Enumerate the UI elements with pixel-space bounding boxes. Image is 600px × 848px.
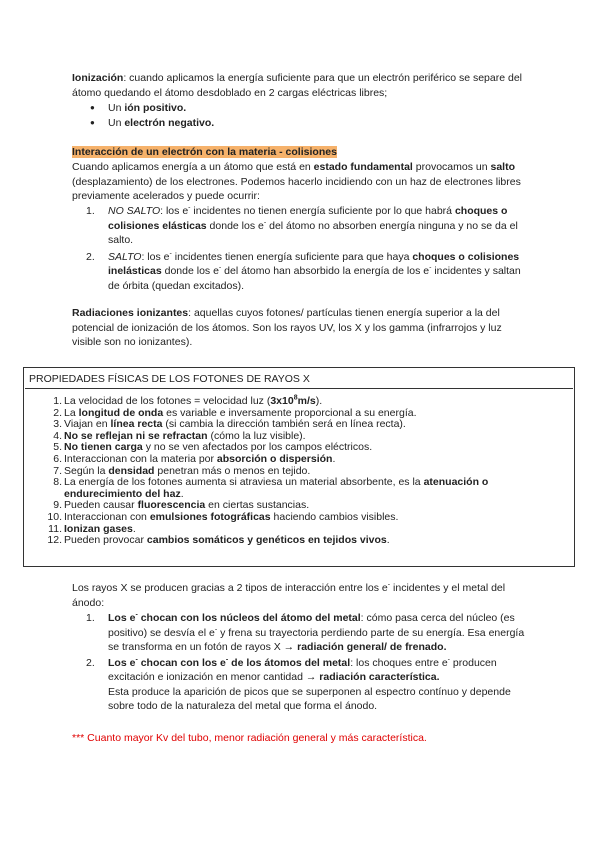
- interaction-list: [86, 204, 526, 293]
- list-item: 10. Interaccionan con emulsiones fotográficas haciendo cambios visibles.: [47, 510, 399, 523]
- ionization-term: Ionización: [72, 72, 124, 84]
- interaction-paragraph: Cuando aplicamos energía a un átomo que está en estado fundamental provocamos un salto (desplazamiento) de los electrones. Podemos hacerlo incidiendo con un haz de electrones libres previamente acelerados y puede ocurrir:: [72, 161, 521, 202]
- list-item: 8. La energía de los fotones aumenta si atraviesa un material absorbente, es la atenuación o endurecimiento del haz.: [53, 476, 489, 500]
- list-item: 3. Viajan en línea recta (si cambia la dirección también será en línea recta).: [53, 418, 406, 431]
- radiation-paragraph: Radiaciones ionizantes: aquellas cuyos fotones/ partículas tienen energía superior a la del potencial de ionización de los átomos. Son los rayos UV, los X y los gamma (infrarrojos y luz visible son no ionizantes).: [72, 307, 502, 348]
- interaction-heading: Interacción de un electrón con la materia - colisiones: [72, 146, 337, 158]
- list-item: 7. Según la densidad penetran más o menos en tejido.: [53, 464, 311, 477]
- list-item: ● Un electrón negativo.: [90, 116, 214, 131]
- list-item: ● Un ión positivo.: [90, 101, 214, 116]
- ionization-paragraph: [72, 71, 532, 100]
- list-item: 12. Pueden provocar cambios somáticos y genéticos en tejidos vivos.: [47, 534, 390, 547]
- production-list: [86, 611, 528, 714]
- list-item: 9. Pueden causar fluorescencia en ciertas sustancias.: [53, 499, 310, 512]
- ionization-text: : cuando aplicamos la energía suficiente para que un electrón periférico se separe del átomo quedando el átomo desdoblado en 2 cargas eléctricas libres;: [72, 72, 523, 99]
- list-item: 11. Ionizan gases.: [48, 522, 136, 535]
- list-item: 1. NO SALTO: los e- incidentes no tienen energía suficiente por lo que habrá choques o colisiones elásticas donde los e- del átomo no absorben energía ninguna y no se da el salto.: [86, 204, 518, 246]
- properties-list: [47, 396, 547, 547]
- properties-box: [23, 367, 575, 567]
- list-item: 2. La longitud de onda es variable e inversamente proporcional a su energía.: [53, 406, 417, 419]
- list-item: 5. No tienen carga y no se ven afectados por los campos eléctricos.: [53, 441, 373, 454]
- list-item: 1. La velocidad de los fotones = velocidad luz $(3x10^8m/s)$.: [53, 394, 323, 407]
- list-item: 6. Interaccionan con la materia por absorción o dispersión.: [53, 452, 336, 465]
- list-item: 2. SALTO: los e- incidentes tienen energía suficiente para que haya choques o colisiones inelásticas donde los e- del átomo han absorbido la energía de los e- incidentes y saltan de órbita (quedan excitados).: [86, 250, 521, 292]
- properties-title: PROPIEDADES FÍSICAS DE LOS FOTONES DE RAYOS X: [25, 369, 573, 389]
- ionization-bullets: [90, 101, 214, 131]
- list-item: 4. No se reflejan ni se refractan (cómo la luz visible).: [53, 429, 306, 442]
- note-text: *** Cuanto mayor Kv del tubo, menor radiación general y más característica.: [72, 732, 427, 744]
- list-item: 1. Los e- chocan con los núcleos del átomo del metal: cómo pasa cerca del núcleo (es positivo) se desvía el e- y frena su trayectoria perdiendo parte de su energía. Esa energía se transforma en un fotón de rayos X → radiación general/ de frenado.: [86, 611, 525, 653]
- production-intro: Los rayos X se producen gracias a 2 tipos de interacción entre los e- incidentes y el metal del ánodo:: [72, 581, 506, 609]
- list-item: 2. Los e- chocan con los e- de los átomos del metal: los choques entre e- producen excitación e ionización en menor cantidad → radiación característica. Esta produce la aparición de picos que se superponen al espectro contínuo y depende sobre todo de la naturaleza del metal que forma el ánodo.: [86, 656, 511, 712]
